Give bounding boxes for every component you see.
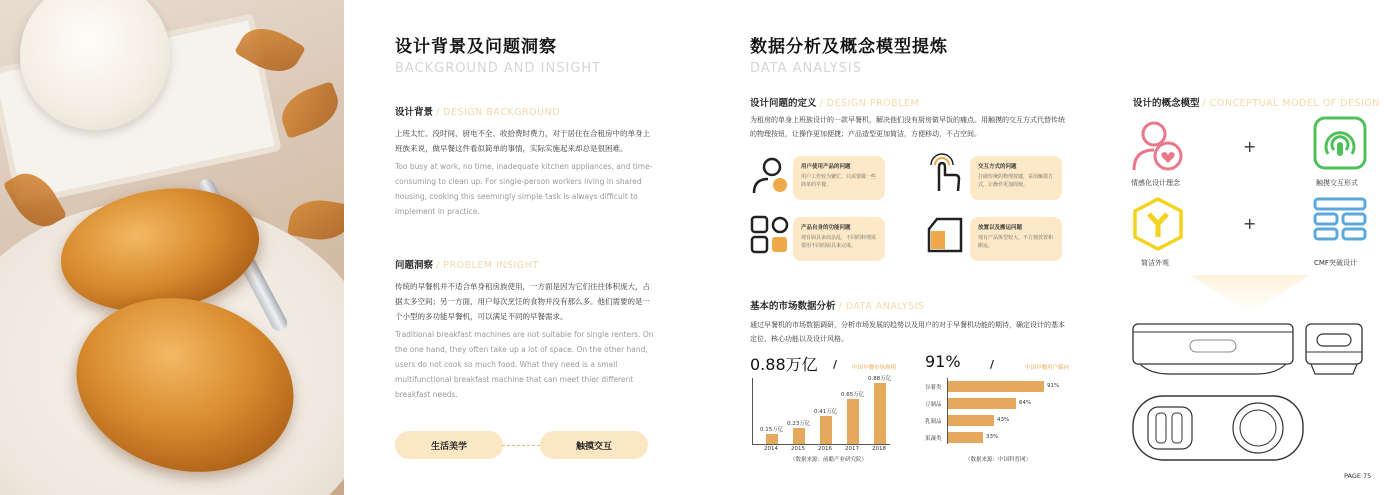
bar-value-label: 0.15万亿 — [760, 427, 784, 433]
pill-touch-interaction: 触摸交互 — [540, 431, 648, 459]
bar-value-label: 0.65万亿 — [841, 392, 865, 398]
card-title: 产品自身的功能问题 — [801, 225, 851, 231]
card-title: 放置以及搬运问题 — [978, 225, 1023, 231]
hbar-乳制品 — [948, 415, 994, 426]
x-tick-label: 2015 — [791, 446, 805, 452]
bar-2018 — [874, 383, 886, 444]
concept-label-simple: 简洁外观 — [1141, 259, 1169, 267]
x-tick-label: 2014 — [764, 446, 778, 452]
category-label: 果蔬类 — [925, 436, 942, 442]
concept-heading — [1133, 95, 1380, 109]
section2-header — [750, 32, 948, 76]
x-tick-label: 2018 — [872, 446, 886, 452]
insight-text-cn: 传统的早餐机并不适合单身租房族使用，一方面是因为它们往往体积庞大，占据太多空间；另一方面，用户每次烹饪的食物并没有那么多。他们需要的是一个小型的多功能早餐机，可以满足不同的早餐需求。 — [395, 282, 650, 321]
definition-text: 为租房的单身上班族设计的一款早餐机，解决他们没有厨房做早饭的痛点。用触摸的交互方式代替传统的物理按钮，让操作更加便捷；产品造型更加简洁，方便移动，不占空间。 — [750, 116, 1065, 138]
product-top-sketch — [1130, 393, 1306, 463]
bar-2014 — [766, 434, 778, 444]
stat-market-size: 0.88万亿 — [750, 355, 818, 374]
pill-life-aesthetics: 生活美学 — [395, 431, 503, 459]
market-heading-en: / DATA ANALYSIS — [838, 301, 925, 312]
hbar-豆制品 — [948, 398, 1016, 409]
concept-label-cmf: CMF突破设计 — [1314, 259, 1357, 267]
card-title: 用户使用产品的问题 — [801, 164, 851, 170]
category-label: 豆制品 — [925, 402, 942, 408]
stat-user-preference-label: 中国早餐用户偏向 — [1025, 365, 1070, 371]
background-heading-en: / DESIGN BACKGROUND — [436, 107, 560, 118]
chart-y-axis — [752, 378, 753, 444]
card-interaction-problem — [970, 156, 1062, 200]
x-tick-label: 2016 — [818, 446, 832, 452]
market-heading-cn: 基本的市场数据分析 — [750, 301, 836, 312]
section1-title-en: BACKGROUND AND INSIGHT — [395, 61, 602, 76]
page-number: PAGE 75 — [1344, 472, 1372, 480]
user-preference-chart — [925, 378, 1075, 446]
concept-label-touch: 触摸交互形式 — [1316, 179, 1358, 187]
market-text: 通过早餐机的市场数据调研，分析市场发展的趋势以及用户的对于早餐机功能的期待，确定设计的基本定位、核心功能以及设计风格。 — [750, 321, 1065, 343]
background-heading-cn: 设计背景 — [395, 107, 434, 118]
source-2: （数据来源：中国科普网） — [965, 457, 1032, 463]
emotion-heart-icon — [1130, 116, 1186, 172]
definition-heading — [750, 95, 919, 109]
touch-signal-icon — [1313, 116, 1367, 170]
breakfast-photo — [0, 0, 344, 495]
hbar-谷薯类 — [948, 381, 1044, 392]
stat-market-size-label: 中国早餐市场规模 — [852, 365, 897, 371]
simple-hexagon-icon — [1130, 196, 1186, 252]
bar-2015 — [793, 428, 805, 444]
cmf-layout-icon — [1313, 196, 1367, 250]
section1-title: 设计背景及问题洞察 — [395, 37, 557, 57]
card-body: 现有厨具多而杂乱，不同的料理需要用不同的厨具来完成。 — [801, 235, 877, 249]
touch-hand-icon — [925, 153, 965, 193]
card-storage-problem — [970, 217, 1062, 261]
hbar-value-label: 33% — [986, 434, 999, 440]
funnel-shape — [1190, 275, 1310, 313]
hbar-果蔬类 — [948, 432, 983, 443]
section2-title: 数据分析及概念模型提炼 — [750, 37, 948, 57]
bar-2016 — [820, 416, 832, 444]
card-user-problem — [793, 156, 885, 200]
product-side-sketch — [1303, 318, 1365, 380]
insight-heading — [395, 257, 657, 271]
photo-leaf — [275, 81, 344, 139]
hbar-value-label: 91% — [1047, 383, 1060, 389]
background-text-en: Too busy at work, no time, inadequate kitchen appliances, and time-consuming to clean up. For single-person workers living in shared housing, cooking this seemingly simple task is always difficult to implement in practice. — [395, 162, 653, 216]
insight-heading-cn: 问题洞察 — [395, 260, 434, 271]
definition-heading-en: / DESIGN PROBLEM — [819, 98, 920, 109]
section2-title-en: DATA ANALYSIS — [750, 61, 862, 76]
category-label: 乳制品 — [925, 419, 942, 425]
market-heading — [750, 298, 925, 312]
stat-slash: / — [833, 358, 838, 371]
category-label: 谷薯类 — [925, 385, 942, 391]
chart-x-axis — [752, 444, 890, 445]
product-front-sketch — [1130, 318, 1296, 380]
concept-label-emotion: 情感化设计理念 — [1131, 179, 1180, 187]
stat-user-preference: 91% — [925, 352, 961, 371]
background-section — [395, 32, 657, 402]
concept-heading-en: / CONCEPTUAL MODEL OF DESIGN — [1202, 98, 1380, 109]
bar-value-label: 0.88万亿 — [868, 376, 892, 382]
x-tick-label: 2017 — [845, 446, 859, 452]
pill-connector — [502, 445, 540, 446]
definition-heading-cn: 设计问题的定义 — [750, 98, 817, 109]
card-body: 现有产品体型较大，不方便放置和搬运。 — [978, 235, 1054, 249]
bar-value-label: 0.23万亿 — [787, 421, 811, 427]
box-icon — [925, 215, 965, 255]
concept-heading-cn: 设计的概念模型 — [1133, 98, 1200, 109]
card-function-problem — [793, 217, 885, 261]
hbar-value-label: 64% — [1019, 400, 1032, 406]
insight-heading-en: / PROBLEM INSIGHT — [436, 260, 539, 271]
hbar-value-label: 43% — [997, 417, 1010, 423]
bar-2017 — [847, 399, 859, 444]
market-size-chart — [752, 376, 892, 452]
source-1: （数据来源：前瞻产业研究院） — [790, 457, 868, 463]
plus-sign: + — [1243, 137, 1257, 156]
card-title: 交互方式的问题 — [978, 164, 1017, 170]
background-text-cn: 上班太忙、没时间、厨电不全、收拾费时费力，对于居住在合租房中的单身上班族来说，做早餐这件看似简单的事情，实际实施起来却总是很困难。 — [395, 129, 650, 153]
card-body: 用户工作较为繁忙，只需要做一些简单的早餐。 — [801, 174, 877, 188]
insight-text-en: Traditional breakfast machines are not suitable for single renters. On the one hand, they often take up a lot of space. On the other hand, users do not cook so much food. What they need is a small multifunctional breakfast machine that can meet thier different breakfast needs. — [395, 330, 654, 399]
apps-grid-icon — [750, 215, 790, 255]
stat-slash: / — [990, 358, 995, 371]
bar-value-label: 0.41万亿 — [814, 409, 838, 415]
card-body: 打破传统的物理按键，采用触摸方式，让操作更加简便。 — [978, 174, 1054, 188]
background-heading — [395, 104, 657, 118]
plus-sign: + — [1243, 214, 1257, 233]
user-icon — [750, 155, 790, 195]
